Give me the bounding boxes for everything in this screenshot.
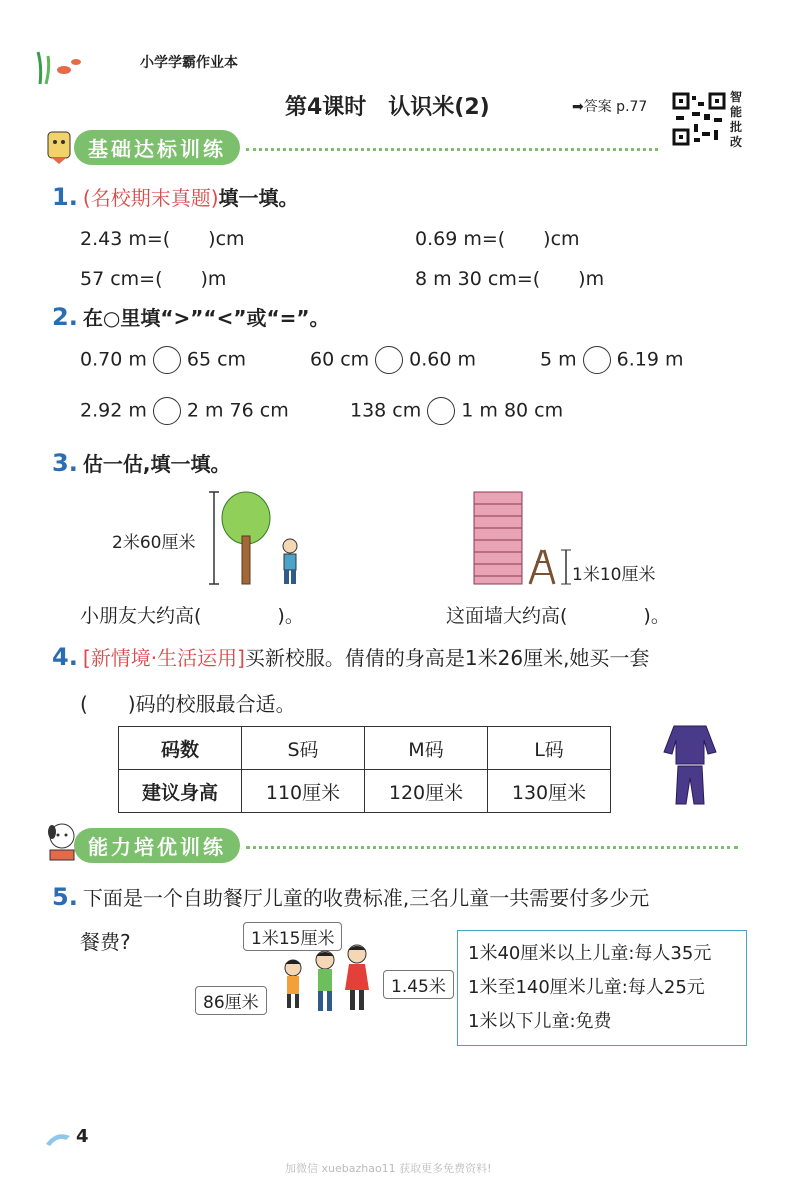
table-header: M码	[365, 727, 488, 770]
table-header: S码	[242, 727, 365, 770]
compare-circle[interactable]	[153, 397, 181, 425]
q1-item-4: 8 m 30 cm=( )m	[415, 268, 605, 290]
book-title: 小学学霸作业本	[140, 55, 238, 71]
section-advanced-title: 能力培优训练	[74, 828, 240, 863]
compare-circle[interactable]	[583, 346, 611, 374]
watermark: 加微信 xuebazhao11 获取更多免费资料!	[285, 1162, 492, 1175]
question-4: 4. [新情境·生活运用]买新校服。倩倩的身高是1米26厘米,她买一套	[52, 643, 650, 671]
dog-icon	[44, 820, 80, 866]
answer-ref[interactable]: ➡答案 p.77	[572, 99, 648, 115]
q1-item-3: 57 cm=( )m	[80, 268, 227, 290]
question-1: 1. (名校期末真题)填一填。	[52, 183, 299, 211]
table-row-label: 建议身高	[119, 770, 242, 813]
child-height-tag: 1米15厘米	[243, 922, 342, 951]
compare-circle[interactable]	[427, 397, 455, 425]
size-table	[118, 726, 611, 813]
q2-item-3: 5 m 6.19 m	[540, 346, 684, 374]
section-basic	[48, 130, 658, 164]
q2-item-4: 2.92 m 2 m 76 cm	[80, 397, 289, 425]
child-height-blank: 小朋友大约高( )。	[80, 605, 304, 627]
table-cell: 130厘米	[488, 770, 611, 813]
compare-circle[interactable]	[153, 346, 181, 374]
ladder-height-label: 1米10厘米	[572, 565, 656, 585]
question-2: 2. 在○里填“>”“<”或“=”。	[52, 303, 330, 331]
section-advanced	[48, 828, 738, 862]
q2-item-1: 0.70 m 65 cm	[80, 346, 246, 374]
tracksuit-icon	[660, 722, 720, 806]
q2-item-5: 138 cm 1 m 80 cm	[350, 397, 563, 425]
child-height-tag: 86厘米	[195, 986, 267, 1015]
tree-child-illustration	[206, 488, 316, 588]
fee-standard-box	[457, 930, 747, 1046]
table-cell: 110厘米	[242, 770, 365, 813]
tree-height-label: 2米60厘米	[112, 533, 196, 553]
q2-item-2: 60 cm 0.60 m	[310, 346, 476, 374]
pencil-cat-icon	[42, 124, 76, 168]
lesson-title: 第4课时 认识米(2)	[285, 95, 490, 120]
q4-prompt-line2: ( )码的校服最合适。	[80, 692, 296, 716]
fee-rule: 1米40厘米以上儿童:每人35元	[468, 943, 712, 964]
fee-rule: 1米以下儿童:免费	[468, 1011, 612, 1032]
child-height-tag: 1.45米	[383, 970, 454, 999]
three-children-illustration	[275, 944, 380, 1014]
table-cell: 120厘米	[365, 770, 488, 813]
table-header: L码	[488, 727, 611, 770]
question-3: 3. 估一估,填一填。	[52, 449, 231, 477]
header-logo	[30, 46, 90, 86]
q5-prompt-line2: 餐费?	[80, 930, 131, 954]
qr-code-icon[interactable]	[672, 92, 726, 146]
compare-circle[interactable]	[375, 346, 403, 374]
wall-height-blank: 这面墙大约高( )。	[446, 605, 670, 627]
fee-rule: 1米至140厘米儿童:每人25元	[468, 977, 705, 998]
question-5: 5. 下面是一个自助餐厅儿童的收费标准,三名儿童一共需要付多少元	[52, 883, 650, 911]
page-number: 4	[76, 1126, 89, 1147]
wall-ladder-illustration	[472, 488, 582, 588]
qr-caption: 智 能 批 改	[730, 90, 743, 149]
q1-item-1: 2.43 m=( )cm	[80, 228, 245, 250]
table-header: 码数	[119, 727, 242, 770]
dolphin-icon	[44, 1128, 74, 1154]
section-basic-title: 基础达标训练	[74, 130, 240, 165]
q1-item-2: 0.69 m=( )cm	[415, 228, 580, 250]
